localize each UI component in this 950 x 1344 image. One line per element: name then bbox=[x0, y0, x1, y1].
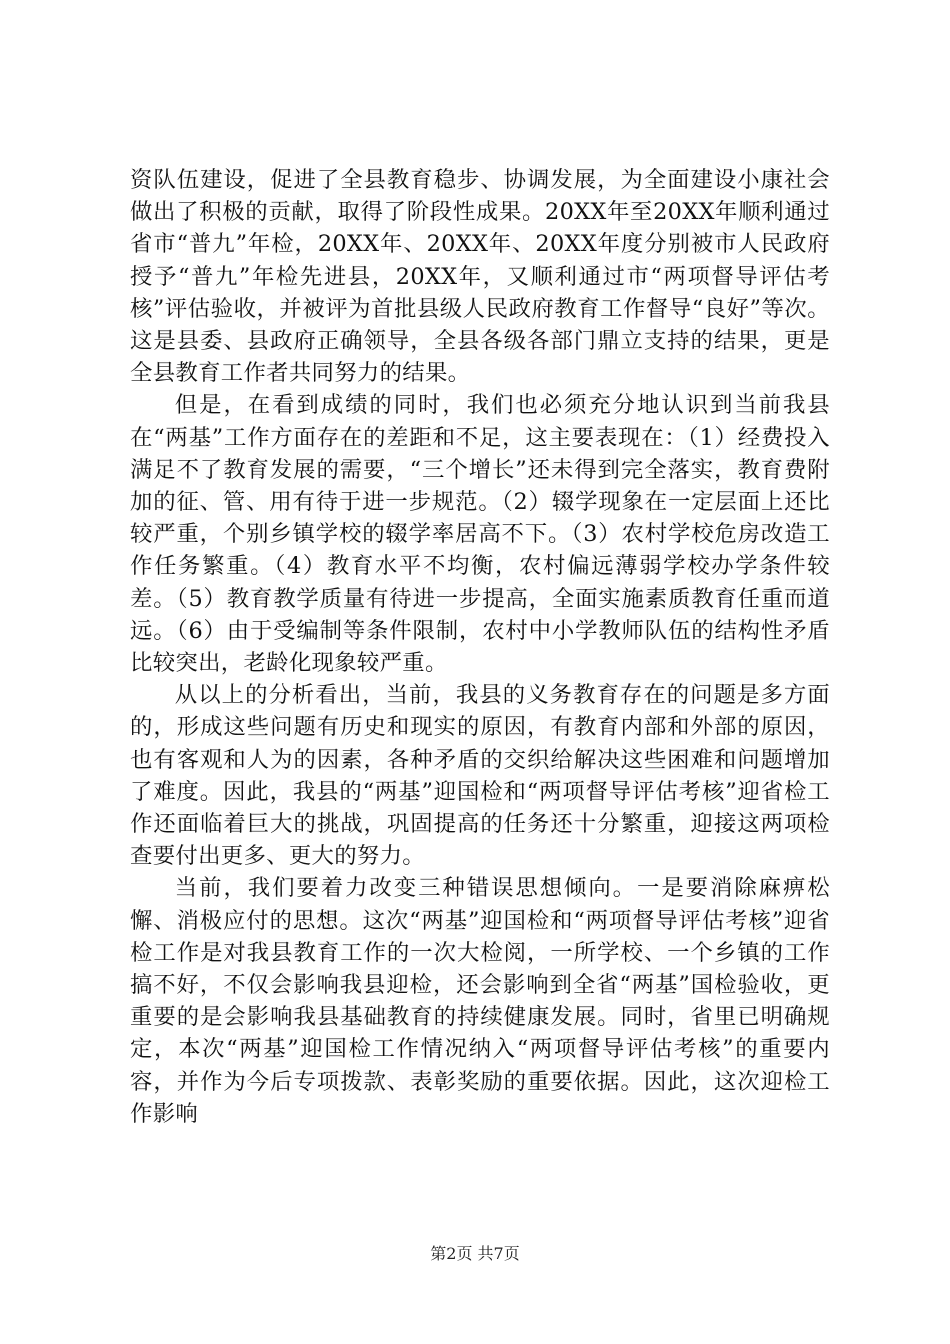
paragraph-4: 当前，我们要着力改变三种错误思想倾向。一是要消除麻痹松懈、消极应付的思想。这次“两基”迎国检和“两项督导评估考核”迎省检工作是对我县教育工作的一次大检阅，一所学校、一个乡镇的工作搞不好，不仅会影响我县迎检，还会影响到全省“两基”国检验收，更重要的是会影响我县基础教育的持续健康发展。同时，省里已明确规定，本次“两基”迎国检工作情况纳入“两项督导评估考核”的重要内容，并作为今后专项拨款、表彰奖励的重要依据。因此，这次迎检工作影响 bbox=[130, 875, 830, 1127]
paragraph-2: 但是，在看到成绩的同时，我们也必须充分地认识到当前我县在“两基”工作方面存在的差距和不足，这主要表现在：（1）经费投入满足不了教育发展的需要，“三个增长”还未得到完全落实，教育费附加的征、管、用有待于进一步规范。（2）辍学现象在一定层面上还比较严重，个别乡镇学校的辍学率居高不下。（3）农村学校危房改造工作任务繁重。（4）教育水平不均衡，农村偏远薄弱学校办学条件较差。（5）教育教学质量有待进一步提高，全面实施素质教育任重而道远。（6）由于受编制等条件限制，农村中小学教师队伍的结构性矛盾比较突出，老龄化现象较严重。 bbox=[130, 392, 830, 677]
paragraph-3: 从以上的分析看出，当前，我县的义务教育存在的问题是多方面的，形成这些问题有历史和现实的原因，有教育内部和外部的原因，也有客观和人为的因素，各种矛盾的交织给解决这些困难和问题增加了难度。因此，我县的“两基”迎国检和“两项督导评估考核”迎省检工作还面临着巨大的挑战，巩固提高的任务还十分繁重，迎接这两项检查要付出更多、更大的努力。 bbox=[130, 682, 830, 870]
document-body bbox=[130, 164, 830, 1130]
paragraph-1: 资队伍建设，促进了全县教育稳步、协调发展，为全面建设小康社会做出了积极的贡献，取得了阶段性成果。20XX年至20XX年顺利通过省市“普九”年检，20XX年、20XX年、20XX年度分别被市人民政府授予“普九”年检先进县，20XX年，又顺利通过市“两项督导评估考核”评估验收，并被评为首批县级人民政府教育工作督导“良好”等次。这是县委、县政府正确领导，全县各级各部门鼎立支持的结果，更是全县教育工作者共同努力的结果。 bbox=[130, 167, 830, 387]
page-number-footer: 第2页 共7页 bbox=[430, 1244, 520, 1263]
